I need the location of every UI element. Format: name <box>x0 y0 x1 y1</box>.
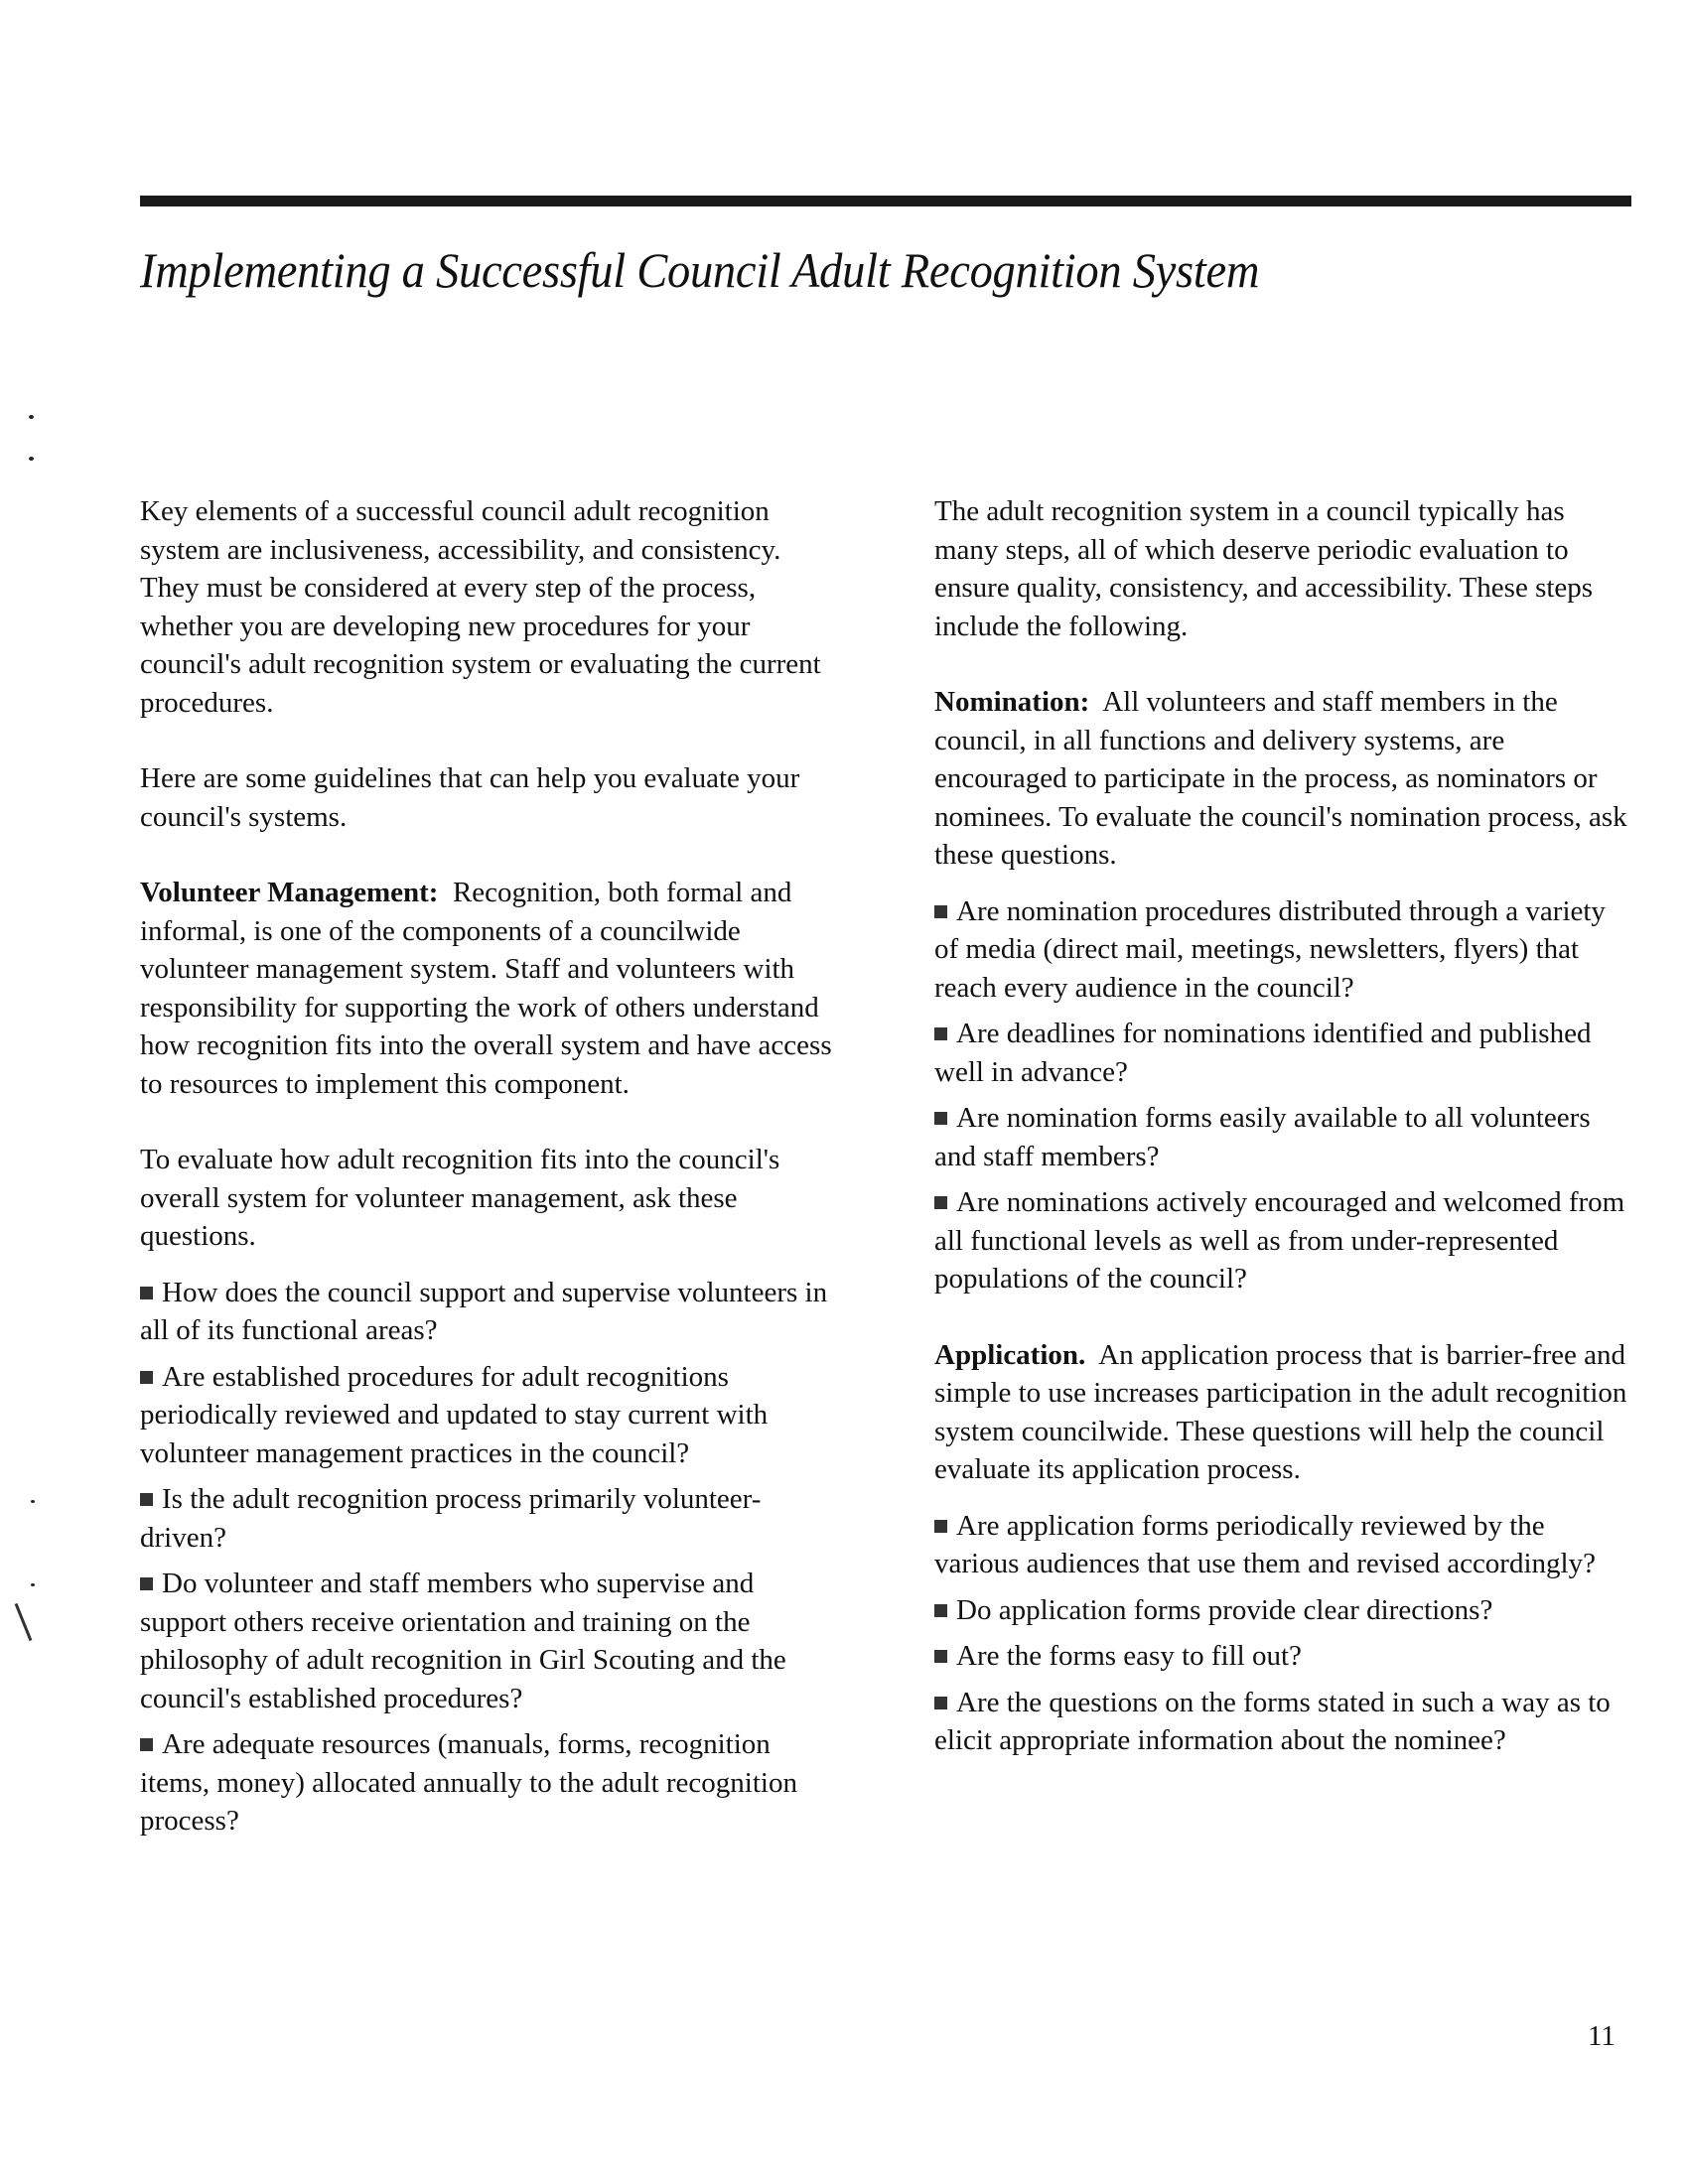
square-bullet-icon <box>934 1520 947 1533</box>
square-bullet-icon <box>934 1650 947 1663</box>
square-bullet-icon <box>934 1112 947 1125</box>
question-text: Are the forms easy to fill out? <box>956 1640 1302 1672</box>
list-item <box>934 1507 1629 1583</box>
list-item <box>140 1565 835 1717</box>
list-item <box>934 1591 1629 1630</box>
square-bullet-icon <box>140 1577 153 1590</box>
list-item <box>140 1725 835 1841</box>
intro-paragraph: Key elements of a successful council adult recognition system are inclusiveness, accessibility, and consistency. They must be considered at every step of the process, whether you are developing new procedures for your council's adult recognition system or evaluating the current procedures. <box>140 495 821 719</box>
application-heading: Application. <box>934 1338 1086 1371</box>
volunteer-management-section <box>140 874 835 1103</box>
scan-speck <box>29 457 34 461</box>
header-rule <box>140 196 1631 206</box>
square-bullet-icon <box>934 1196 947 1209</box>
application-section <box>934 1336 1629 1489</box>
volunteer-management-body: Recognition, both formal and informal, is one of the components of a councilwide volunteer management system. Staff and volunteers with responsibility for supporting the work of others understand how recognition fits into the overall system and have access to resources to implement this component. <box>140 877 832 1100</box>
scan-speck <box>29 415 34 419</box>
application-body: An application process that is barrier-free and simple to use increases participation in the adult recognition system councilwide. These questions will help the council evaluate its application process. <box>934 1338 1627 1485</box>
question-text: Are the questions on the forms stated in such a way as to elicit appropriate information about the nominee? <box>934 1686 1611 1756</box>
nomination-body: All volunteers and staff members in the council, in all functions and delivery systems, are encouraged to participate in the process, as nominators or nominees. To evaluate the council's nomination process, ask these questions. <box>934 686 1627 871</box>
list-item <box>934 1099 1629 1175</box>
nomination-section <box>934 683 1629 875</box>
list-item <box>934 1183 1629 1298</box>
list-item <box>140 1274 835 1350</box>
square-bullet-icon <box>140 1371 153 1384</box>
scan-speck <box>31 1500 35 1503</box>
steps-intro-paragraph: The adult recognition system in a council typically has many steps, all of which deserve periodic evaluation to ensure quality, consistency, and accessibility. These steps include the following. <box>934 495 1594 642</box>
question-text: Are adequate resources (manuals, forms, recognition items, money) allocated annually to the adult recognition process? <box>140 1728 797 1837</box>
volunteer-management-heading: Volunteer Management: <box>140 877 439 908</box>
guidelines-paragraph: Here are some guidelines that can help you evaluate your council's systems. <box>140 762 800 833</box>
list-item <box>140 1480 835 1557</box>
question-text: Do application forms provide clear directions? <box>956 1593 1493 1626</box>
application-questions-list <box>934 1507 1629 1760</box>
list-item <box>934 1015 1629 1091</box>
question-text: Are nomination forms easily available to all volunteers and staff members? <box>934 1102 1591 1172</box>
list-item <box>934 892 1629 1008</box>
question-text: Do volunteer and staff members who supervise and support others receive orientation and training on the philosophy of adult recognition in Girl Scouting and the council's established procedures? <box>140 1568 786 1714</box>
list-item <box>934 1637 1629 1676</box>
list-item <box>934 1684 1629 1760</box>
right-column <box>934 492 1629 1798</box>
square-bullet-icon <box>934 1697 947 1709</box>
scan-speck <box>31 1583 35 1586</box>
evaluate-paragraph: To evaluate how adult recognition fits into the council's overall system for volunteer management, ask these questions. <box>140 1144 780 1252</box>
question-text: Are established procedures for adult recognitions periodically reviewed and updated to stay current with volunteer management practices in the council? <box>140 1360 769 1469</box>
question-text: Are application forms periodically reviewed by the various audiences that use them and revised accordingly? <box>934 1509 1596 1579</box>
list-item <box>140 1358 835 1473</box>
question-text: How does the council support and supervise volunteers in all of its functional areas? <box>140 1276 828 1346</box>
square-bullet-icon <box>140 1287 153 1299</box>
question-text: Are deadlines for nominations identified and published well in advance? <box>934 1018 1592 1088</box>
square-bullet-icon <box>934 1604 947 1617</box>
nomination-heading: Nomination: <box>934 686 1090 718</box>
question-text: Are nomination procedures distributed through a variety of media (direct mail, meetings, newsletters, flyers) that reach every audience in the council? <box>934 894 1606 1004</box>
nomination-questions-list <box>934 892 1629 1298</box>
left-column <box>140 492 835 1878</box>
square-bullet-icon <box>934 1027 947 1040</box>
question-text: Is the adult recognition process primarily volunteer-driven? <box>140 1483 762 1554</box>
square-bullet-icon <box>934 905 947 918</box>
question-text: Are nominations actively encouraged and welcomed from all functional levels as well as from under-represented populations of the council? <box>934 1186 1625 1295</box>
page-title: Implementing a Successful Council Adult Recognition System <box>140 242 1260 298</box>
square-bullet-icon <box>140 1738 153 1751</box>
scan-scratch <box>15 1603 33 1641</box>
square-bullet-icon <box>140 1493 153 1506</box>
volunteer-questions-list <box>140 1274 835 1841</box>
page-number: 11 <box>1588 2020 1616 2052</box>
